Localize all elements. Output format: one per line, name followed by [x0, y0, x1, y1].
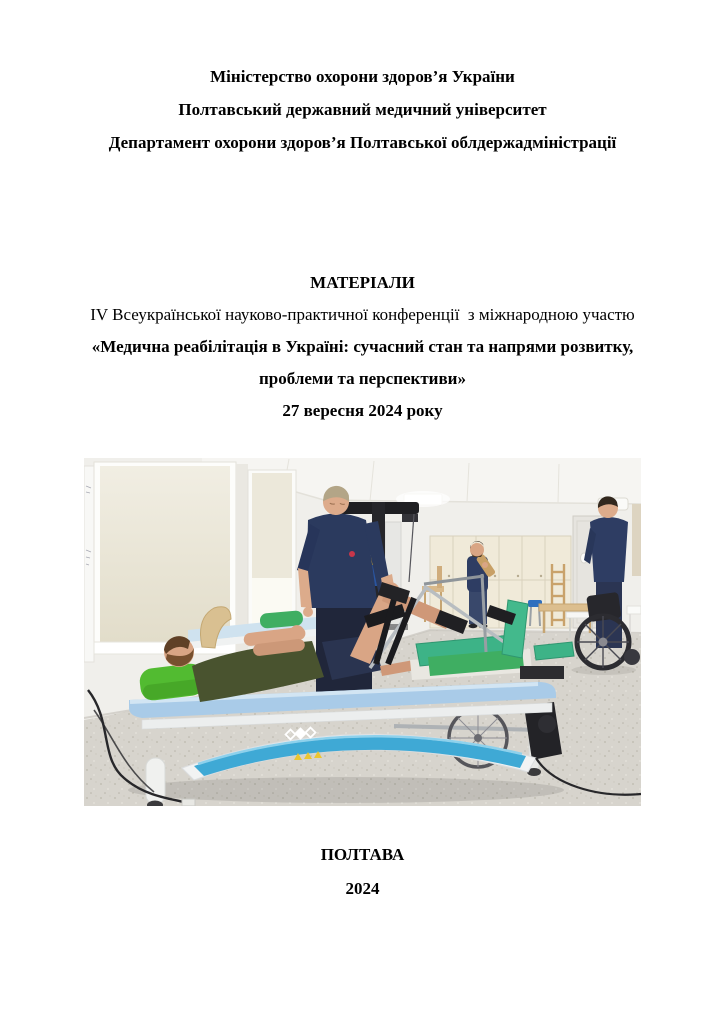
- university-line: Полтавський державний медичний університет: [178, 100, 547, 119]
- materials-label: МАТЕРІАЛИ: [310, 273, 415, 292]
- conference-theme-line-1: «Медична реабілітація в Україні: сучасний стан та напрями розвитку,: [91, 337, 634, 356]
- ministry-line: Міністерство охорони здоров’я України: [210, 67, 515, 86]
- conference-title-block: [0, 267, 725, 395]
- conference-date: 27 вересня 2024 року: [282, 401, 443, 420]
- issuing-organizations: [0, 0, 725, 159]
- imprint: [0, 838, 725, 906]
- city-line: ПОЛТАВА: [320, 845, 405, 864]
- conference-name-line: IV Всеукраїнської науково-практичної конференції з міжнародною участю: [90, 305, 635, 324]
- cover-photo: [84, 458, 641, 806]
- conference-theme-line-2: проблеми та перспективи»: [259, 369, 466, 388]
- year-line: 2024: [345, 879, 380, 898]
- department-line: Департамент охорони здоров’я Полтавської облдержадміністрації: [108, 133, 617, 152]
- photo-illustration: [84, 458, 641, 806]
